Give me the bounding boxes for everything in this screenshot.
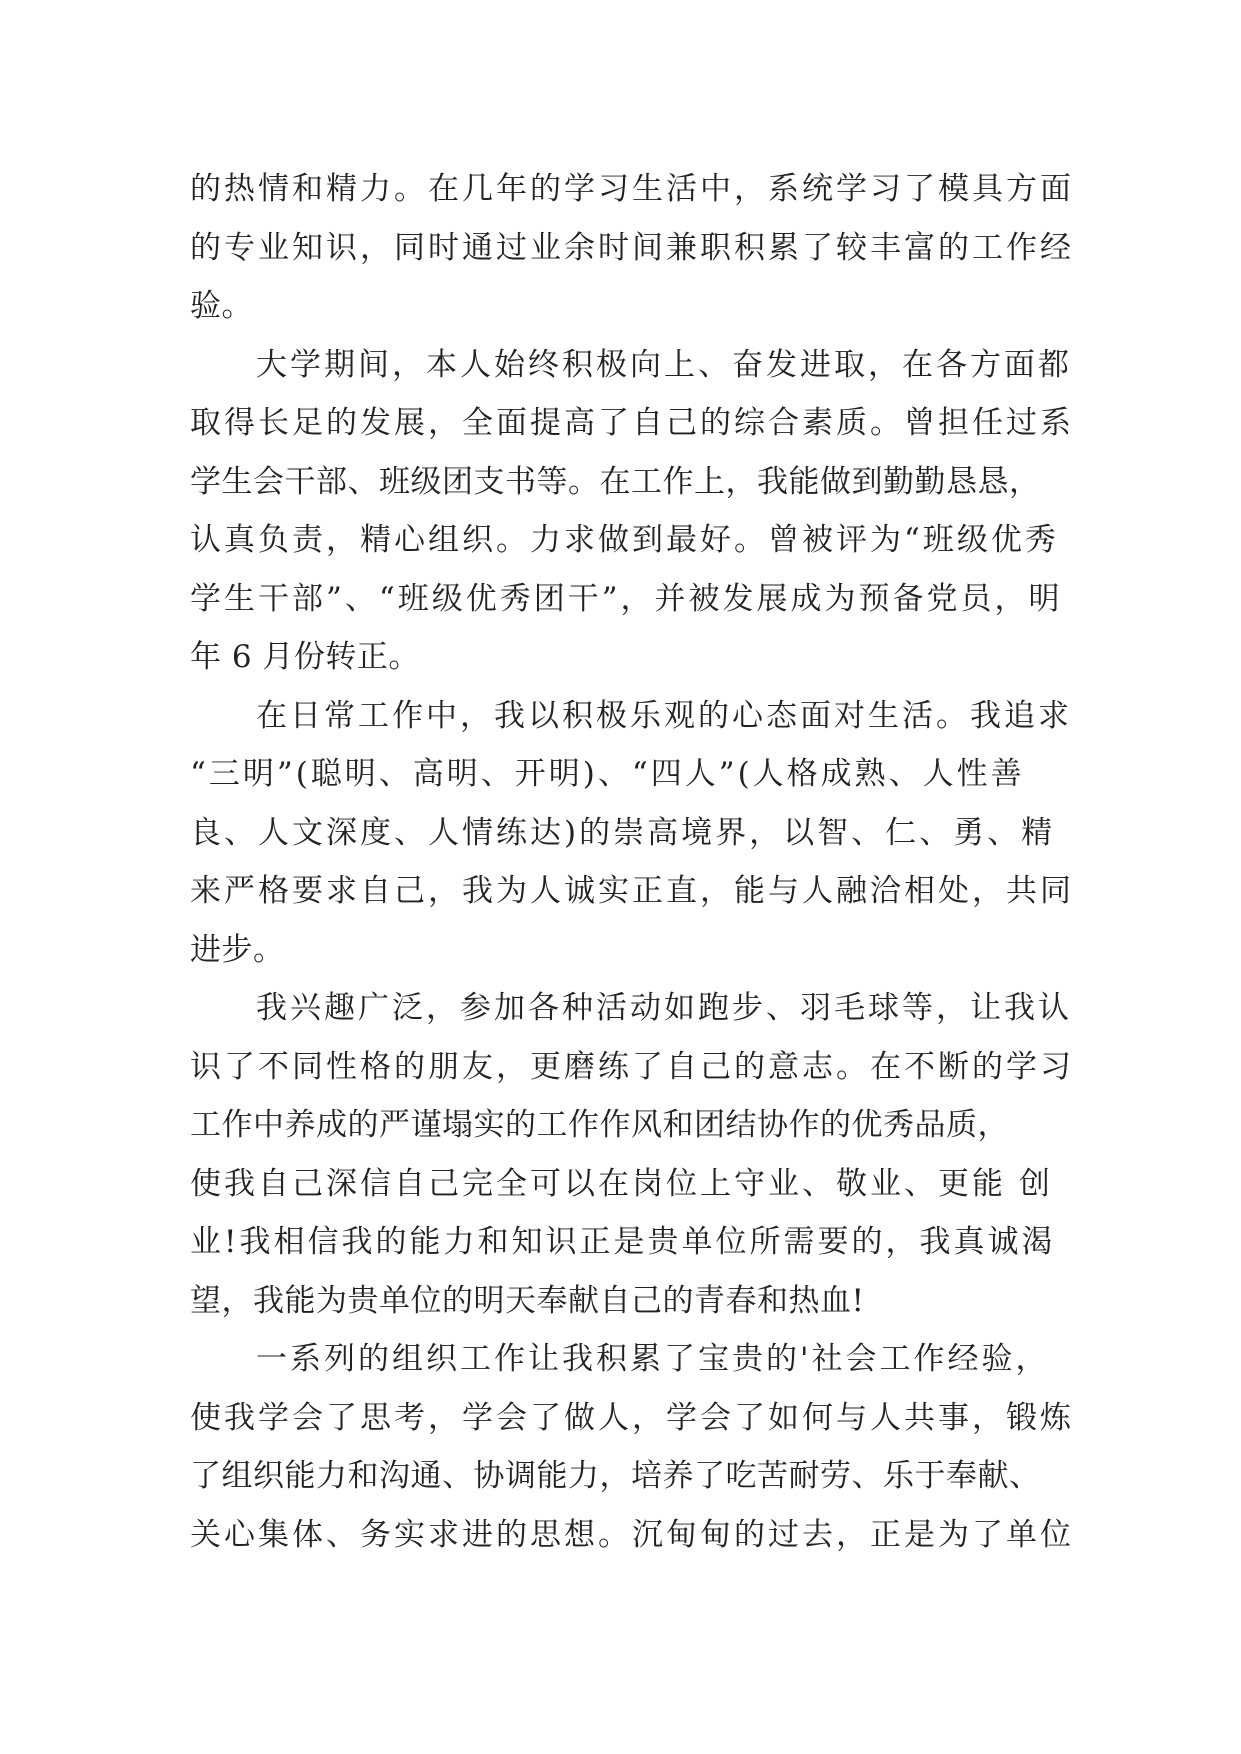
text-line: 良、人文深度、人情练达)的崇高境界，以智、仁、勇、精 bbox=[190, 814, 1056, 851]
text-line: 了组织能力和沟通、协调能力，培养了吃苦耐劳、乐于奉献、 bbox=[190, 1458, 1041, 1494]
text-line: 识了不同性格的朋友，更磨练了自己的意志。在不断的学习 bbox=[190, 1048, 1074, 1085]
paragraph-first-line: 一系列的组织工作让我积累了宝贵的'社会工作经验， bbox=[256, 1341, 1050, 1377]
text-line: 来严格要求自己，我为人诚实正直，能与人融洽相处，共同 bbox=[190, 873, 1074, 909]
text-line: “三明”(聪明、高明、开明)、“四人”(人格成熟、人性善 bbox=[190, 756, 1025, 792]
text-line: 验。 bbox=[190, 288, 253, 324]
paragraph-first-line: 在日常工作中，我以积极乐观的心态面对生活。我追求 bbox=[256, 697, 1072, 734]
body-text bbox=[190, 160, 1074, 1564]
text-line: 学生干部”、“班级优秀团干”，并被发展成为预备党员，明 bbox=[190, 580, 1063, 617]
text-line: 关心集体、务实求进的思想。沉甸甸的过去，正是为了单位 bbox=[190, 1516, 1074, 1553]
text-line: 年 6 月份转正。 bbox=[190, 639, 420, 675]
text-line: 的专业知识，同时通过业余时间兼职积累了较丰富的工作经 bbox=[190, 229, 1074, 266]
text-line: 学生会干部、班级团支书等。在工作上，我能做到勤勤恳恳， bbox=[190, 463, 1041, 500]
text-line: 望，我能为贵单位的明天奉献自己的青春和热血! bbox=[190, 1282, 865, 1319]
text-line: 使我自己深信自己完全可以在岗位上守业、敬业、更能 创 bbox=[190, 1165, 1053, 1202]
text-line: 的热情和精力。在几年的学习生活中，系统学习了模具方面 bbox=[190, 171, 1074, 207]
text-line: 业!我相信我的能力和知识正是贵单位所需要的，我真诚渴 bbox=[190, 1224, 1056, 1260]
text-line: 认真负责，精心组织。力求做到最好。曾被评为“班级优秀 bbox=[190, 522, 1059, 558]
text-line: 取得长足的发展，全面提高了自己的综合素质。曾担任过系 bbox=[190, 405, 1074, 441]
paragraph-first-line: 大学期间，本人始终积极向上、奋发进取，在各方面都 bbox=[256, 346, 1072, 383]
text-line: 使我学会了思考，学会了做人，学会了如何与人共事，锻炼 bbox=[190, 1399, 1074, 1436]
text-line: 工作中养成的严谨塌实的工作作风和团结协作的优秀品质， bbox=[190, 1107, 1009, 1143]
text-line: 进步。 bbox=[190, 931, 285, 968]
paragraph-first-line: 我兴趣广泛，参加各种活动如跑步、羽毛球等，让我认 bbox=[256, 990, 1072, 1026]
